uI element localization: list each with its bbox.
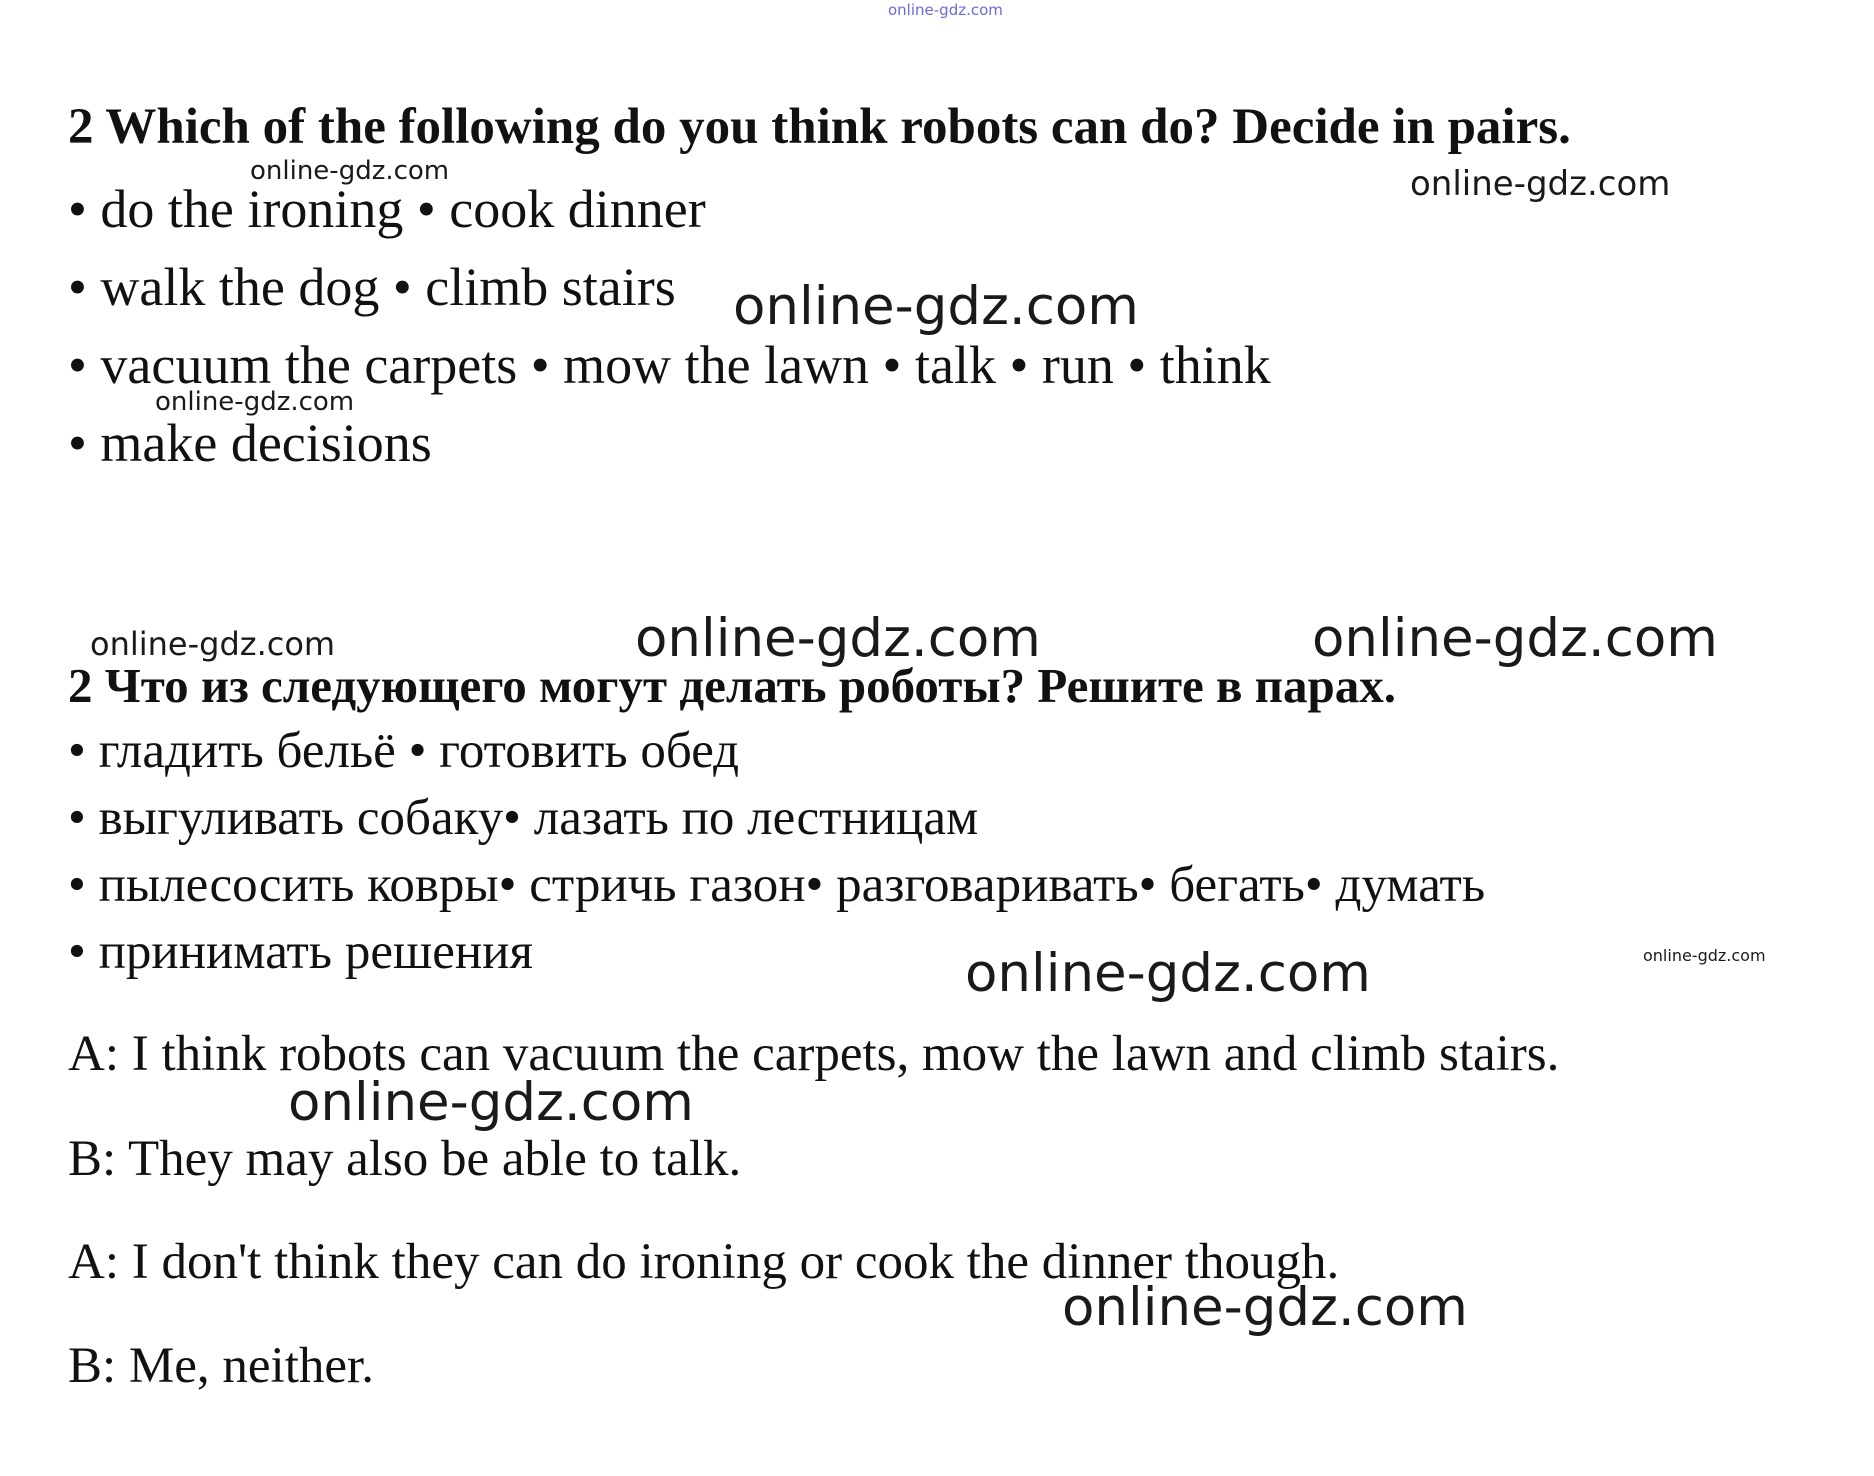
- watermark: online-gdz.com: [288, 1072, 694, 1133]
- watermark: online-gdz.com: [733, 276, 1139, 337]
- watermark: online-gdz.com: [250, 156, 450, 186]
- russian-item: • гладить бельё • готовить обед: [68, 723, 740, 779]
- dialogue-line: B: They may also be able to talk.: [68, 1131, 742, 1187]
- english-item: • do the ironing • cook dinner: [68, 179, 706, 239]
- english-item: • vacuum the carpets • mow the lawn • talk • run • think: [68, 335, 1271, 395]
- english-item: • make decisions: [68, 413, 432, 473]
- watermark: online-gdz.com: [1062, 1277, 1468, 1338]
- watermark: online-gdz.com: [635, 608, 1041, 669]
- watermark: online-gdz.com: [965, 943, 1371, 1004]
- russian-item: • выгуливать собаку• лазать по лестницам: [68, 790, 979, 846]
- russian-item: • принимать решения: [68, 924, 533, 980]
- watermark: online-gdz.com: [1410, 164, 1671, 204]
- watermark: online-gdz.com: [1312, 608, 1718, 669]
- watermark: online-gdz.com: [90, 625, 336, 663]
- dialogue-line: A: I don't think they can do ironing or cook the dinner though.: [68, 1234, 1340, 1290]
- watermark: online-gdz.com: [888, 1, 1003, 19]
- watermark: online-gdz.com: [1643, 946, 1766, 965]
- english-heading: 2 Which of the following do you think robots can do? Decide in pairs.: [68, 99, 1571, 155]
- dialogue-line: B: Me, neither.: [68, 1338, 374, 1394]
- english-item: • walk the dog • climb stairs: [68, 257, 676, 317]
- watermark: online-gdz.com: [155, 387, 355, 417]
- dialogue-line: A: I think robots can vacuum the carpets, mow the lawn and climb stairs.: [68, 1026, 1560, 1082]
- russian-heading: 2 Что из следующего могут делать роботы? Решите в парах.: [68, 658, 1397, 713]
- russian-item: • пылесосить ковры• стричь газон• разговаривать• бегать• думать: [68, 857, 1486, 913]
